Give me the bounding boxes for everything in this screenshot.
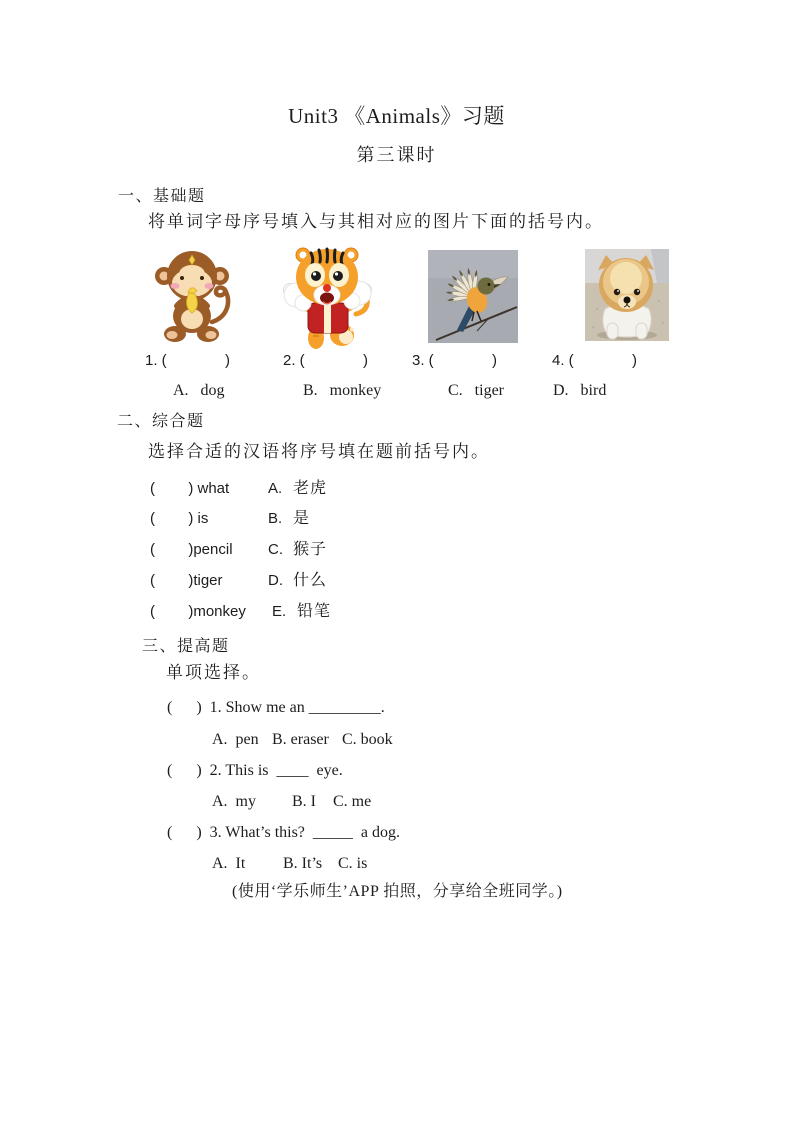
match-letter: D. xyxy=(268,572,283,589)
match-blank-what: ( ) what xyxy=(150,480,230,497)
match-chinese-word: 什么 xyxy=(293,572,328,589)
monkey-image xyxy=(152,246,234,346)
match-choice-e xyxy=(272,602,331,622)
section1-heading: 一、基础题 xyxy=(118,188,206,205)
footer-note: (使用‘学乐师生’APP 拍照，分享给全班同学。) xyxy=(232,883,563,900)
option-c: C. is xyxy=(338,855,368,872)
section3-heading: 三、提高题 xyxy=(142,638,230,655)
match-blank-tiger: ( )tiger xyxy=(150,572,223,589)
question-1: ( ) 1. Show me an _________. xyxy=(167,699,385,716)
match-choice-a xyxy=(268,479,327,499)
option-a: A. It xyxy=(212,855,246,872)
question-2-options xyxy=(212,792,371,812)
page-title: Unit3 《Animals》习题 xyxy=(288,104,505,128)
match-blank-is: ( ) is xyxy=(150,510,209,527)
match-choice-b xyxy=(268,509,310,529)
option-c: C. book xyxy=(342,731,393,748)
section3-instruction: 单项选择。 xyxy=(166,663,261,682)
option-c: C. me xyxy=(333,793,372,810)
option-b: B. It’s xyxy=(283,855,323,872)
tiger-image xyxy=(280,244,375,350)
answer-blank-4: 4. ( ) xyxy=(552,352,638,369)
tiger-drawing xyxy=(280,244,375,350)
word-option-b: B. monkey xyxy=(303,382,382,399)
option-b: B. I xyxy=(292,793,316,810)
section1-instruction: 将单词字母序号填入与其相对应的图片下面的括号内。 xyxy=(148,212,604,231)
question-3-options xyxy=(212,854,367,874)
section2-instruction: 选择合适的汉语将序号填在题前括号内。 xyxy=(148,442,490,461)
bird-image xyxy=(428,250,518,343)
match-letter: B. xyxy=(268,510,283,527)
option-a: A. my xyxy=(212,793,256,810)
option-b: B. eraser xyxy=(272,731,329,748)
option-a: A. pen xyxy=(212,731,259,748)
answer-blank-3: 3. ( ) xyxy=(412,352,498,369)
match-chinese-word: 铅笔 xyxy=(297,603,332,620)
section2-heading: 二、综合题 xyxy=(117,413,205,430)
match-choice-c xyxy=(268,540,327,560)
question-3: ( ) 3. What’s this? _____ a dog. xyxy=(167,824,401,841)
match-chinese-word: 是 xyxy=(293,510,311,527)
word-option-c: C. tiger xyxy=(448,382,504,399)
match-blank-pencil: ( )pencil xyxy=(150,541,233,558)
match-blank-monkey: ( )monkey xyxy=(150,603,246,620)
question-1-options xyxy=(212,730,393,750)
question-2: ( ) 2. This is ____ eye. xyxy=(167,762,343,779)
dog-image xyxy=(585,249,669,341)
match-choice-d xyxy=(268,571,327,591)
answer-blank-2: 2. ( ) xyxy=(283,352,369,369)
match-letter: C. xyxy=(268,541,283,558)
monkey-drawing xyxy=(152,246,234,346)
word-option-d: D. bird xyxy=(553,382,607,399)
match-letter: A. xyxy=(268,480,283,497)
dog-drawing xyxy=(585,249,669,341)
match-chinese-word: 老虎 xyxy=(293,480,328,497)
bird-drawing xyxy=(428,250,518,343)
word-option-a: A. dog xyxy=(173,382,225,399)
match-letter: E. xyxy=(272,603,287,620)
match-chinese-word: 猴子 xyxy=(293,541,328,558)
page-subtitle: 第三课时 xyxy=(356,145,437,165)
answer-blank-1: 1. ( ) xyxy=(145,352,231,369)
